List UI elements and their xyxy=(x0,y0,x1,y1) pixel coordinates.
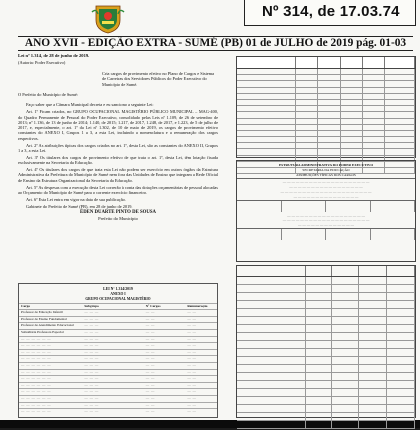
law-article-1: Art. 1º Ficam criados, no GRUPO OCUPACIONAL MAGISTÉRIO PÚBLICO MUNICIPAL – MAG-400, do Quadro Permanente de Pessoal do Poder Executivo, consolidado pelas Leis nº 1.109, de 26 de setembro de 2013; nº 1.136, de 13 de junho de 2014; 1.140, de 2015; 1.217, de 2017, 1.248, de 2017, e 1.223, de 5 de julho de 2017, e, especialmente, o art. 1º da Lei nº 1.302, de 10 de maio de 2019, os cargos de provimento efetivo constantes do ANEXO I, Grupos 1 a 3, a esta Lei, incluindo a nomenclatura e a remuneração dos cargos respectivos. xyxy=(18,109,218,141)
table-row xyxy=(237,365,415,373)
annex-cell: Professor de Educação Infantil xyxy=(21,310,63,315)
table-row xyxy=(237,357,415,365)
law-article-6: Art. 6º Esta Lei entra em vigor na data de sua publicação. xyxy=(26,196,126,202)
table-row xyxy=(19,395,217,402)
table-row xyxy=(19,309,217,316)
table-row xyxy=(19,355,217,362)
annex-cell-dash: — — xyxy=(145,362,155,367)
law-text-column xyxy=(18,53,218,221)
annex-group: GRUPO OCUPACIONAL MAGISTÉRIO xyxy=(85,297,151,302)
table-row xyxy=(237,397,415,405)
annex-cell-dash: — — xyxy=(187,395,197,400)
annex-cell-dash: — — — xyxy=(84,323,99,328)
annex-cell-dash: — — xyxy=(187,343,197,348)
top-rule xyxy=(18,36,413,37)
table-row xyxy=(19,408,217,415)
structure-filler: — — — — — — — — — — — — — — — — — — — — — xyxy=(280,189,372,194)
table-row xyxy=(237,349,415,357)
annex-col-remuneracao: Remuneração xyxy=(187,303,208,308)
annex-cell-dash: — — xyxy=(145,336,155,341)
annex-cell-dash: — — — — — — xyxy=(21,362,52,367)
annex-cell-dash: — — xyxy=(145,343,155,348)
annex-cell-dash: — — — xyxy=(84,389,99,394)
table-row xyxy=(237,381,415,389)
signature-block xyxy=(18,210,218,220)
annex-cell: Professor de Ensino Fundamental xyxy=(21,316,67,321)
right-structure-box xyxy=(236,160,416,262)
table-row xyxy=(237,317,415,325)
right-table-body xyxy=(237,69,415,174)
table-row xyxy=(19,388,217,395)
annex-cell-dash: — — — xyxy=(84,329,99,334)
right-table-bottom-header xyxy=(237,266,415,277)
annex-cell-dash: — — xyxy=(145,310,155,315)
annex-cell-dash: — — — — — — xyxy=(21,356,52,361)
table-row xyxy=(19,362,217,369)
annex-cell-dash: — — — — — — xyxy=(21,343,52,348)
edition-rule xyxy=(18,50,413,51)
annex-cell-dash: — — xyxy=(187,316,197,321)
table-row xyxy=(237,309,415,317)
annex-cell: Professor de Atendimento Educacional xyxy=(21,323,74,328)
annex-cell-dash: — — — xyxy=(84,349,99,354)
annex-cell-dash: — — xyxy=(187,402,197,407)
gazette-header xyxy=(0,0,420,38)
annex-cell-dash: — — — — — — xyxy=(21,389,52,394)
annex-title: LEI Nº 1.314/2019 xyxy=(103,287,133,291)
table-row xyxy=(19,322,217,329)
table-row xyxy=(237,293,415,301)
table-row xyxy=(237,389,415,397)
right-table-header xyxy=(237,57,415,69)
structure-line-2: SECRETARIA DA EDUCAÇÃO xyxy=(302,167,350,172)
annex-col-cargo: Cargo xyxy=(21,303,31,308)
annex-cell-dash: — — xyxy=(187,323,197,328)
table-row xyxy=(19,316,217,323)
table-row xyxy=(19,402,217,409)
annex-cell-dash: — — — xyxy=(84,356,99,361)
journal-law-number: Nº 314, de 17.03.74 xyxy=(262,3,400,20)
annex-cell-dash: — — — xyxy=(84,343,99,348)
annex-cell-dash: — — — xyxy=(84,336,99,341)
annex-cell-dash: — — — xyxy=(84,409,99,414)
structure-grid xyxy=(237,200,415,212)
table-row xyxy=(19,349,217,356)
structure-filler: — — — — — — — — — — — — — — — — — — xyxy=(287,213,365,218)
table-row xyxy=(19,342,217,349)
annex-cell-dash: — — — xyxy=(84,310,99,315)
law-article-4: Art. 4º Os titulares dos cargos de que trata esta Lei não podem ser exercício em outros órgãos da Estrutura Administrativa da Prefeitura do Município de Sumé nem fora das Unidades de Ensino que integram a Rede Oficial de Ensino da Estrutura Organizacional da Secretaria da Educação. xyxy=(18,167,218,183)
annex-table-left xyxy=(18,283,218,418)
annex-cell-dash: — — — xyxy=(84,382,99,387)
annex-cell-dash: — — — xyxy=(84,369,99,374)
table-row xyxy=(237,285,415,293)
law-preamble: O Prefeito do Município de Sumé: xyxy=(18,92,78,98)
structure-line-1: ESTRUTURA ADMINISTRATIVA DO PODER EXECUTIVO xyxy=(278,163,374,167)
annex-subtitle: ANEXO I xyxy=(110,292,126,297)
law-article-5: Art. 5º As despesas com a execução desta Lei correrão à conta das dotações orçamentárias de pessoal alocadas ao Orçamento do Município de Sumé para o corrente exercício financeiro. xyxy=(18,184,218,195)
annex-cell-dash: — — xyxy=(145,356,155,361)
table-row xyxy=(237,421,415,429)
annex-cell-dash: — — xyxy=(187,362,197,367)
annex-col-numero: Nº Cargos xyxy=(145,303,161,308)
center-gutter xyxy=(220,258,234,418)
table-row xyxy=(19,382,217,389)
structure-filler: — — — — — — — — — — — — — — — xyxy=(293,194,359,199)
annex-cell-dash: — — xyxy=(187,329,197,334)
annex-header-row xyxy=(19,303,217,310)
table-row xyxy=(19,369,217,376)
annex-cell-dash: — — — — — — xyxy=(21,382,52,387)
structure-filler: — — — — — — — — — — — — — — — — — xyxy=(289,185,363,190)
structure-grid xyxy=(237,228,415,240)
right-table-bottom xyxy=(236,265,416,418)
table-row xyxy=(237,373,415,381)
signer-role: Prefeito do Município xyxy=(98,215,138,221)
annex-cell-dash: — — — xyxy=(84,376,99,381)
annex-cell-dash: — — — — — — xyxy=(21,349,52,354)
annex-cell-dash: — — xyxy=(187,382,197,387)
law-enact: Faço saber que a Câmara Municipal decreta e eu sanciono a seguinte Lei: xyxy=(26,102,154,108)
law-article-3: Art. 3º Os titulares dos cargos de provimento efetivo de que trata o art. 1º, desta Lei, têm lotação fixada exclusivamente na Secretaria da Educação. xyxy=(18,154,218,166)
annex-cell-dash: — — xyxy=(187,356,197,361)
annex-cell-dash: — — xyxy=(145,323,155,328)
annex-cell-dash: — — xyxy=(187,369,197,374)
structure-line-3: ATRIBUIÇÕES TÍPICAS DOS CARGOS xyxy=(296,172,356,177)
annex-cell-dash: — — xyxy=(145,402,155,407)
annex-cell-dash: — — xyxy=(145,389,155,394)
annex-cell-dash: — — — — — — xyxy=(21,369,52,374)
annex-cell-dash: — — — — — — xyxy=(21,402,52,407)
annex-cell-dash: — — xyxy=(145,316,155,321)
signer-name: ÉDEN DUARTE PINTO DE SOUSA xyxy=(80,210,156,216)
structure-filler: — — — — — — — — — — — — — xyxy=(298,223,354,228)
law-heading: Lei nº 1.314, de 28 de junho de 2019. xyxy=(18,53,90,58)
law-article-2: Art. 2º As atribuições típicas dos cargos criados no art. 1º, desta Lei, são as constantes do ANEXO II, Grupos 1 a 3, a esta Lei. xyxy=(18,142,218,153)
structure-divider xyxy=(237,178,415,179)
table-row xyxy=(19,375,217,382)
annex-cell-dash: — — xyxy=(145,329,155,334)
law-author: (Autoria: Poder Executivo) xyxy=(18,59,66,65)
annex-cell-dash: — — xyxy=(145,369,155,374)
right-table-top xyxy=(236,56,416,158)
annex-cell-dash: — — — — — — xyxy=(21,395,52,400)
table-row xyxy=(237,301,415,309)
right-table-bottom-body xyxy=(237,277,415,429)
annex-cell-dash: — — xyxy=(187,310,197,315)
table-row xyxy=(237,405,415,413)
annex-cell-dash: — — xyxy=(187,389,197,394)
annex-cell-dash: — — xyxy=(145,382,155,387)
annex-cell-dash: — — — xyxy=(84,395,99,400)
structure-filler: — — — — — — — — — — — — — — — — — — — — xyxy=(282,218,370,223)
annex-cell-dash: — — — — — — xyxy=(21,409,52,414)
annex-cell-dash: — — xyxy=(187,349,197,354)
annex-cell-dash: — — — — — — xyxy=(21,376,52,381)
edition-line: ANO XVII - EDIÇÃO EXTRA - SUMÉ (PB) 01 de JULHO de 2019 pág. 01-03 xyxy=(24,37,407,49)
municipal-crest-logo xyxy=(88,2,128,34)
law-closing: Gabinete do Prefeito de Sumé (PB), em 28 de junho de 2019. xyxy=(26,203,133,209)
annex-cell-dash: — — xyxy=(187,376,197,381)
annex-cell-dash: — — — xyxy=(84,316,99,321)
table-row xyxy=(237,325,415,333)
annex-cell-dash: — — — — — — xyxy=(21,336,52,341)
annex-cell-dash: — — — xyxy=(84,402,99,407)
annex-cell: Subsidiária Professora Especial xyxy=(21,329,64,334)
structure-filler: — — — — — — — — — — — — — — — — — — — — xyxy=(282,180,370,185)
table-row xyxy=(237,341,415,349)
table-row xyxy=(19,336,217,343)
table-row xyxy=(19,329,217,336)
annex-cell-dash: — — — xyxy=(84,362,99,367)
annex-cell-dash: — — xyxy=(145,395,155,400)
law-ementa: Cria cargos de provimento efetivo no Plano de Cargos e Sistema de Carreiras dos Servidores Públicos do Poder Executivo do Município de Sumé. xyxy=(102,71,215,87)
annex-cell-dash: — — xyxy=(145,409,155,414)
table-row xyxy=(237,333,415,341)
annex-cell-dash: — — xyxy=(145,376,155,381)
table-row xyxy=(237,277,415,285)
annex-cell-dash: — — xyxy=(187,409,197,414)
annex-cell-dash: — — xyxy=(187,336,197,341)
annex-col-subgrupo: Subgrupo xyxy=(84,303,99,308)
annex-cell-dash: — — xyxy=(145,349,155,354)
